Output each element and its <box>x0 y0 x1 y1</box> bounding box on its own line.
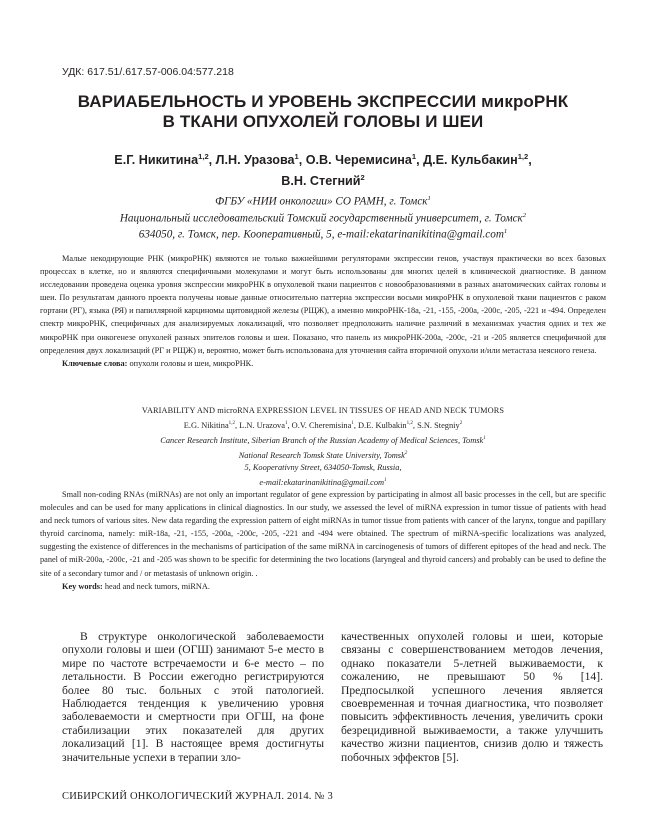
author-en: E.G. Nikitina$^{1,2}$, <box>183 420 240 430</box>
en-title: VARIABILITY AND microRNA EXPRESSION LEVEL IN TISSUES OF HEAD AND NECK TUMORS <box>141 406 505 415</box>
english-header <box>40 404 606 489</box>
body-column-left <box>62 630 324 764</box>
udk-code: УДК: 617.51/.617.57-006.04:577.218 <box>62 66 234 78</box>
abstract-ru <box>40 252 606 370</box>
author-en: O.V. Cheremisina$^1$, <box>291 420 358 430</box>
affiliation-ru-3: 634050, г. Томск, пер. Кооперативный, 5, e-mail:ekatarinanikitina@gmail.com$^1$ <box>138 228 508 242</box>
author-ru: Л.Н. Уразова$^1$, <box>215 152 306 168</box>
authors-ru-line-2 <box>40 169 606 190</box>
journal-footer: СИБИРСКИЙ ОНКОЛОГИЧЕСКИЙ ЖУРНАЛ. 2014. № 3 <box>62 791 333 802</box>
keywords-en-label: Key words: <box>62 581 103 591</box>
title-line-1: ВАРИАБЕЛЬНОСТЬ И УРОВЕНЬ ЭКСПРЕССИИ микроРНК <box>77 92 569 111</box>
author-en: L.N. Urazova$^1$, <box>239 420 292 430</box>
author-ru: В.Н. Стегний$^2$ <box>281 173 365 189</box>
affiliation-ru-2: Национальный исследовательский Томский государственный университет, г. Томск$^2$ <box>119 211 527 225</box>
abstract-ru-text: Малые некодирующие РНК (микроРНК) являются не только важнейшими регуляторами экспрессии генов, участвуя практически во всех базовых процессах в клетке, но и являются специфичными молекулами и могут быть использованы для многих целей в клинической диагностике. В данном исследовании проведена оценка уровня экспрессии микроРНК в опухолевой ткани пациентов с новообразованиями в разных анатомических сайтах головы и шеи. По результатам данного проекта получены новые данные относительно паттерна экспрессии восьми микроРНК в опухолевой ткани пациентов с раком гортани (РГ), языка (РЯ) и папиллярной карциномы щитовидной железы (РЩЖ), а именно микроРНК-18а, -21, -155, -200а, -200с, -205, -221 и -494. Определен спектр микроРНК, специфичных для анализируемых локализаций, что позволяет предположить наличие различий в механизмах участия одних и тех же микроРНК при онкогенезе опухолей разных эпителов головы и шеи. Показано, что панель из микроРНК-200а, -200с, -21 и -205 является специфичной для определения двух локализаций (РГ и РЩЖ) и, вероятно, может быть использована для уточнения сайта вторичной опухоли и/или метастаза неясного генеза. <box>40 254 606 355</box>
keywords-ru-label: Ключевые слова: <box>62 358 128 368</box>
author-en: D.E. Kulbakin$^{1,2}$, <box>358 420 418 430</box>
authors-en <box>40 417 606 432</box>
affiliation-en-email: e-mail:ekatarinanikitina@gmail.com$^1$ <box>259 478 387 488</box>
affiliation-ru-1: ФГБУ «НИИ онкологии» СО РАМН, г. Томск$^1$ <box>215 195 431 208</box>
keywords-en-value: head and neck tumors, miRNA. <box>104 581 210 591</box>
author-en: S.N. Stegniy$^2$ <box>417 420 463 430</box>
authors-ru <box>40 148 606 190</box>
affiliation-en-2: National Research Tomsk State University, Tomsk$^2$ <box>238 450 408 460</box>
keywords-ru-value: опухоли головы и шеи, микроРНК. <box>129 358 254 368</box>
authors-ru-line-1 <box>40 148 606 169</box>
body-paragraph: В структуре онкологической заболеваемости опухоли головы и шеи (ОГШ) занимают 5-е место в мире по частоте встречаемости и 6-е место – по летальности. В России ежегодно регистрируются более 80 тыс. больных с этой патологией. Наблюдается тенденция к увеличению уровня заболеваемости и смертности при ОГШ, на фоне стабилизации этих показателей для других локализаций [1]. В настоящее время достигнуты значительные успехи в терапии зло- <box>62 630 324 764</box>
author-ru: О.В. Черемисина$^1$, <box>305 152 424 168</box>
abstract-en-text: Small non-coding RNAs (miRNAs) are not only an important regulator of gene expression by participating in almost all basic processes in the cell, but are specific molecules and can be used for many applications in clinical diagnostics. In our study, we assessed the level of miRNA expression in tumor tissue of patients with head and neck tumors of various sites. New data regarding the expression pattern of eight miRNAs in tumor tissue from patients with cancer of the larynx, tongue and papillary thyroid carcinoma, namely: miR-18a, -21, -155, -200a, -200c, -205, -221 and -494 were obtained. The spectrum of miRNA-specific localizations was analyzed, suggesting the existence of differences in the mechanisms of participation of the same miRNA in carcinogenesis of tumors of different epitopes of the head and neck. The panel of miR-200a, -200c, -21 and -205 was shown to be specific for determining the two locations (laryngeal and thyroid cancers) and probably can be used to define the site of a secondary tumor and / or metastasis of unknown origin. . <box>40 490 606 578</box>
affiliation-en-1: Cancer Research Institute, Siberian Branch of the Russian Academy of Medical Sciences, Tomsk$^1$ <box>160 435 486 445</box>
abstract-en <box>40 488 606 593</box>
affiliation-en-3: 5, Kooperativny Street, 634050-Tomsk, Russia, <box>244 463 402 473</box>
author-ru: Е.Г. Никитина$^{1,2}$, <box>114 152 216 168</box>
keywords-ru <box>62 357 606 370</box>
body-column-right <box>341 630 603 764</box>
title-line-2: В ТКАНИ ОПУХОЛЕЙ ГОЛОВЫ И ШЕИ <box>162 112 484 131</box>
article-title <box>40 92 606 132</box>
body-paragraph: качественных опухолей головы и шеи, которые связаны с совершенствованием методов лечения, однако показатели 5-летней выживаемости, к сожалению, не превышают 50 % [14]. Предпосылкой успешного лечения является своевременная и точная диагностика, что позволяет повысить эффективность лечения, увеличить сроки безрецидивной выживаемости, а также улучшить качество жизни пациентов, снизив долю и тяжесть побочных эффектов [5]. <box>341 630 603 764</box>
affiliations-ru <box>40 192 606 242</box>
author-ru: Д.Е. Кульбакин$^{1,2}$, <box>423 152 532 168</box>
keywords-en <box>62 580 606 593</box>
